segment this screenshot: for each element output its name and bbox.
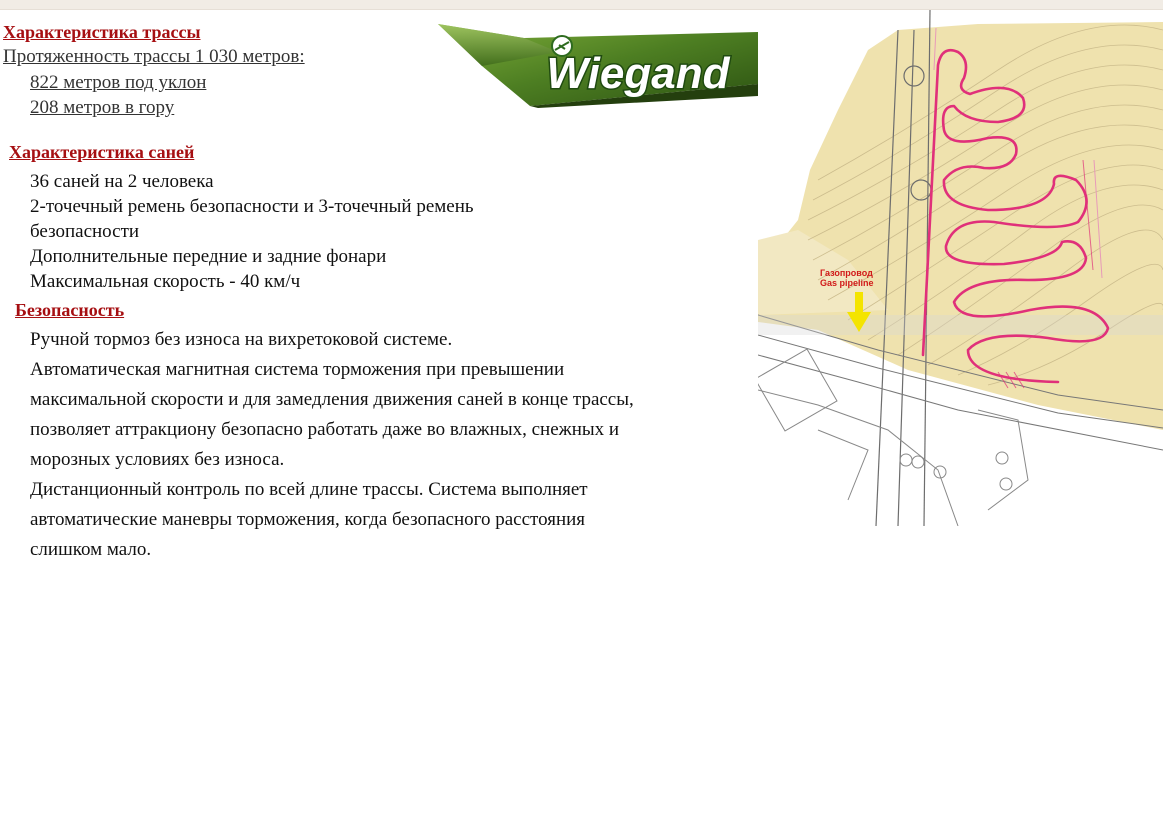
track-heading: Характеристика трассы (3, 22, 201, 42)
track-length: Протяженность трассы 1 030 метров: (3, 46, 305, 67)
safety-line: слишком мало. (30, 539, 152, 560)
sled-line: 36 саней на 2 человека (30, 171, 214, 192)
top-bar (0, 0, 1163, 10)
track-map (758, 10, 1163, 526)
sled-heading: Характеристика саней (9, 142, 195, 162)
sled-line: Максимальная скорость - 40 км/ч (30, 271, 301, 292)
safety-line: Дистанционный контроль по всей длине трассы. Система выполняет (30, 479, 588, 500)
sled-line: 2-точечный ремень безопасности и 3-точечный ремень (30, 196, 474, 217)
gas-pipeline-label-ru: Газопровод (820, 268, 873, 278)
safety-line: Автоматическая магнитная система торможения при превышении (30, 359, 565, 380)
safety-heading: Безопасность (15, 300, 125, 320)
safety-line: морозных условиях без износа. (30, 449, 285, 470)
safety-line: автоматические маневры торможения, когда безопасного расстояния (30, 509, 586, 530)
safety-line: позволяет аттракциону безопасно работать даже во влажных, снежных и (30, 419, 620, 440)
sled-line: Дополнительные передние и задние фонари (30, 246, 387, 267)
safety-line: максимальной скорости и для замедления движения саней в конце трассы, (30, 389, 634, 410)
gas-pipeline-label-en: Gas pipeline (820, 278, 874, 288)
logo-text: Wiegand (546, 49, 730, 98)
wiegand-logo (438, 22, 758, 108)
sled-line: безопасности (30, 221, 140, 242)
track-downhill: 822 метров под уклон (30, 72, 207, 93)
safety-line: Ручной тормоз без износа на вихретоковой системе. (30, 329, 453, 350)
track-uphill: 208 метров в гору (30, 97, 175, 118)
